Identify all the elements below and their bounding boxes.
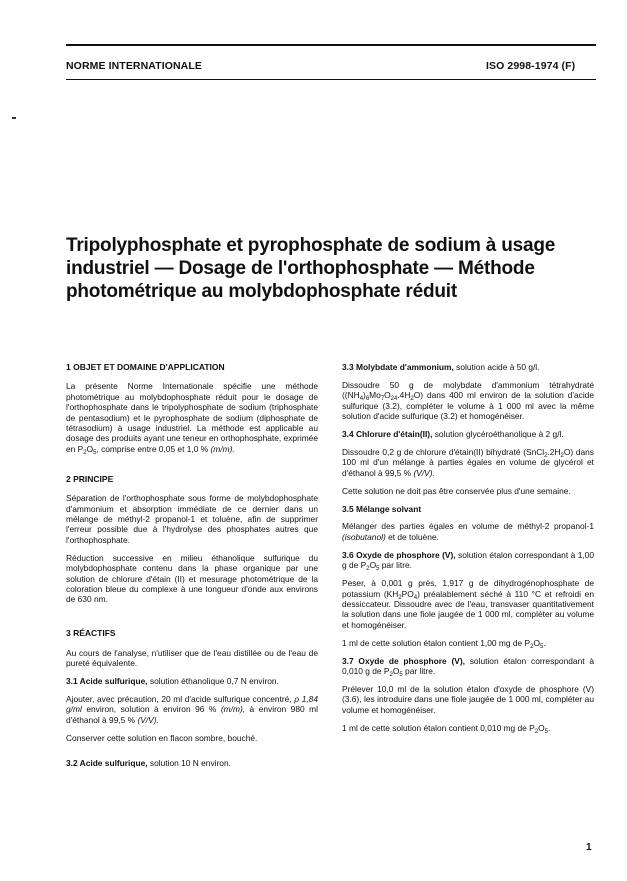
section-3-5-paragraph: Mélanger des parties égales en volume de méthyl-2 propanol-1 (isobutanol) et de toluène. bbox=[342, 521, 594, 542]
page-number: 1 bbox=[586, 842, 592, 853]
header-iso-number: ISO 2998-1974 (F) bbox=[486, 60, 576, 72]
section-3-1-heading: 3.1 Acide sulfurique, solution éthanolique 0,7 N environ. bbox=[66, 675, 279, 686]
section-3-4-paragraph-1: Dissoudre 0,2 g de chlorure d'étain(II) bihydraté $(SnCl_2.2H_2O)$ dans 100 ml d'un mélange à parties égales en volume de glycérol et d'éthanol à 99,5 % (V/V). bbox=[342, 446, 594, 478]
header-underline bbox=[66, 79, 596, 80]
section-3-7-paragraph-1: Prélever 10,0 ml de la solution étalon d'oxyde de phosphore (V) (3.6), les introduire dans une fiole jaugée de 1 000 ml, compléter au volume et homogénéiser. bbox=[342, 683, 594, 715]
section-3-heading: 3 RÉACTIFS bbox=[66, 628, 116, 639]
margin-mark bbox=[12, 117, 16, 119]
section-3-5-heading: 3.5 Mélange solvant bbox=[342, 503, 422, 514]
section-3-1-paragraph-1: Ajouter, avec précaution, 20 ml d'acide sulfurique concentré, ρ 1,84 g/ml environ, solution à environ 96 % (m/m), à environ 980 ml d'éthanol à 99,5 % (V/V). bbox=[66, 693, 318, 725]
section-2-heading: 2 PRINCIPE bbox=[66, 473, 114, 484]
section-1-heading: 1 OBJET ET DOMAINE D'APPLICATION bbox=[66, 362, 225, 372]
section-3-7-heading: 3.7 Oxyde de phosphore (V), solution étalon correspondant à 0,010 g de $P_2O_5$ par litre. bbox=[342, 655, 594, 678]
section-3-6-paragraph-2: 1 ml de cette solution étalon contient 1,00 mg de $P_2O_5$. bbox=[342, 637, 546, 650]
section-2-paragraph-1: Séparation de l'orthophosphate sous forme de molybdophosphate d'ammonium et absorption immédiate de ce dernier dans un mélange de méthyl-2 propanol-1 et toluène, afin de supprimer l'erreur possible due à l'hydrolyse des phosphates autres que l'orthophosphate. bbox=[66, 493, 318, 545]
header-standard-type: NORME INTERNATIONALE bbox=[66, 60, 202, 72]
section-3-6-paragraph-1: Peser, à 0,001 g près, 1,917 g de dihydrogénophosphate de potassium $(KH_2PO_4)$ préalablement séché à 110 °C et refroidi en dessiccateur. Dissoudre avec de l'eau, transvaser quantitativement la solution dans une fiole jaugée de 1 000 ml, compléter au volume et homogénéiser. bbox=[342, 578, 595, 630]
section-3-3-heading: 3.3 Molybdate d'ammonium, solution acide à 50 g/l. bbox=[342, 362, 540, 372]
right-column bbox=[342, 362, 594, 740]
section-3-2-heading: 3.2 Acide sulfurique, solution 10 N environ. bbox=[66, 758, 231, 769]
section-3-intro: Au cours de l'analyse, n'utiliser que de l'eau distillée ou de l'eau de pureté équivalente. bbox=[66, 647, 318, 669]
section-1-text: La présente Norme Internationale spécifie une méthode photométrique au molybdophosphate réduit pour le dosage de l'orthophosphate dans le tripolyphosphate de sodium (triphosphate de pentasodium) et le pyrophosphate de sodium (diphosphate de tétrasodium) à usage industriel. La méthode est applicable au dosage des produits ayant une teneur en orthophosphate, exprimée en $P_2O_5$, comprise entre 0,05 et 1,0 % (m/m). bbox=[66, 381, 318, 456]
left-column bbox=[66, 362, 318, 776]
section-3-1-paragraph-2: Conserver cette solution en flacon sombre, bouché. bbox=[66, 732, 258, 743]
top-rule bbox=[66, 44, 596, 46]
section-3-4-heading: 3.4 Chlorure d'étain(II), solution glycéroéthanolique à 2 g/l. bbox=[342, 429, 564, 440]
document-title: Tripolyphosphate et pyrophosphate de sodium à usage industriel — Dosage de l'orthophosphate — Méthode photométrique au molybdophosphate réduit bbox=[66, 235, 556, 302]
section-3-4-paragraph-2: Cette solution ne doit pas être conservée plus d'une semaine. bbox=[342, 485, 571, 496]
section-3-3-paragraph: Dissoudre 50 g de molybdate d'ammonium tétrahydraté $((NH_4)_6Mo_7O_{24}.4H_2O)$ dans 400 ml environ de la solution d'acide sulfurique (3.2), compléter le volume à 1 000 ml avec la même solution d'acide sulfurique (3.2) et homogénéiser. bbox=[342, 379, 594, 422]
section-3-7-paragraph-2: 1 ml de cette solution étalon contient 0,010 mg de $P_2O_5$. bbox=[342, 722, 551, 735]
section-3-6-heading: 3.6 Oxyde de phosphore (V), solution étalon correspondant à 1,00 g de $P_2O_5$ par litre. bbox=[342, 549, 594, 573]
section-2-paragraph-2: Réduction successive en milieu éthanolique sulfurique du molybdophosphate contenu dans la phase organique par une solution de chlorure d'étain (II) et mesurage photométrique de la coloration bleue du complexe à une longueur d'onde aux environs de 630 nm. bbox=[66, 552, 318, 605]
